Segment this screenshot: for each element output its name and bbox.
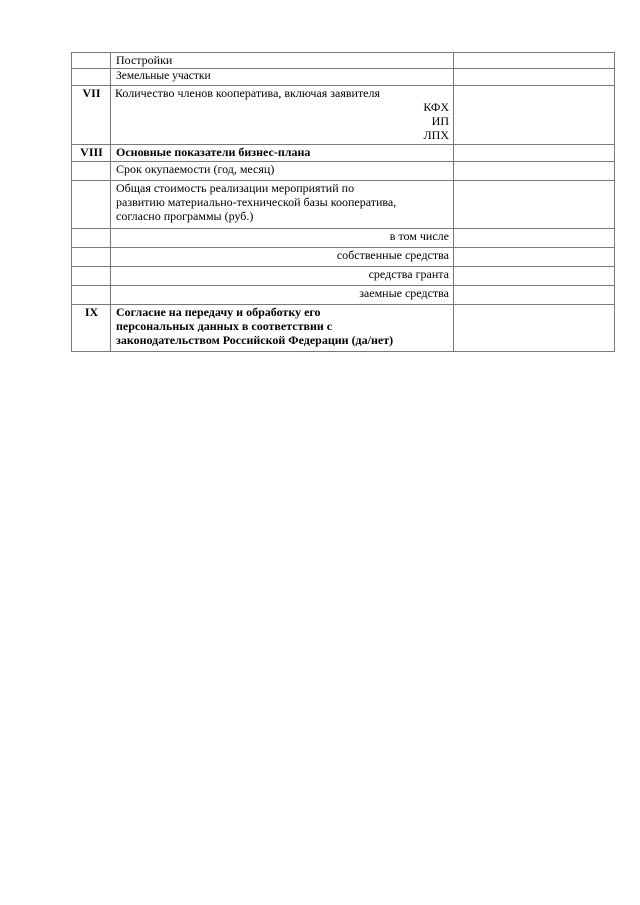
row-number-cell	[72, 53, 111, 69]
row-label-including: в том числе	[111, 229, 454, 248]
table-row	[72, 181, 615, 229]
section-number-ix: IX	[72, 305, 111, 352]
value-cell	[454, 248, 615, 267]
table-row	[72, 286, 615, 305]
value-cell	[454, 229, 615, 248]
table-row	[72, 162, 615, 181]
consent-line: законодательством Российской Федерации (да/нет)	[116, 333, 394, 347]
section-number-vii: VII	[72, 86, 111, 145]
total-cost-line: согласно программы (руб.)	[116, 209, 254, 223]
section-number-viii: VIII	[72, 145, 111, 162]
table-row	[72, 145, 615, 162]
row-number-cell	[72, 69, 111, 86]
value-cell	[454, 86, 615, 145]
row-label-own-funds: собственные средства	[111, 248, 454, 267]
member-type-lph: ЛПХ	[423, 128, 449, 142]
value-cell	[454, 53, 615, 69]
value-cell	[454, 305, 615, 352]
member-type-kfh: КФХ	[423, 100, 449, 114]
row-number-cell	[72, 267, 111, 286]
application-form-table	[71, 52, 615, 352]
section-ix-title	[111, 305, 454, 352]
section-vii-title: Количество членов кооператива, включая заявителя	[115, 86, 381, 100]
row-label-buildings: Постройки	[111, 53, 454, 69]
table-row	[72, 248, 615, 267]
table-row	[72, 86, 615, 145]
row-label-total-cost	[111, 181, 454, 229]
value-cell	[454, 162, 615, 181]
value-cell	[454, 145, 615, 162]
total-cost-line: Общая стоимость реализации мероприятий по	[116, 181, 355, 195]
consent-line: Согласие на передачу и обработку его	[116, 305, 321, 319]
value-cell	[454, 69, 615, 86]
table-row	[72, 69, 615, 86]
table-row	[72, 305, 615, 352]
total-cost-line: развитию материально-технической базы кооператива,	[116, 195, 397, 209]
section-vii-cell	[111, 86, 454, 145]
table-row	[72, 267, 615, 286]
value-cell	[454, 181, 615, 229]
row-label-grant-funds: средства гранта	[111, 267, 454, 286]
value-cell	[454, 286, 615, 305]
row-number-cell	[72, 181, 111, 229]
row-label-land: Земельные участки	[111, 69, 454, 86]
row-number-cell	[72, 286, 111, 305]
row-number-cell	[72, 248, 111, 267]
row-number-cell	[72, 162, 111, 181]
member-type-ip: ИП	[431, 114, 449, 128]
value-cell	[454, 267, 615, 286]
row-label-payback: Срок окупаемости (год, месяц)	[111, 162, 454, 181]
row-label-loan-funds: заемные средства	[111, 286, 454, 305]
section-viii-title: Основные показатели бизнес-плана	[111, 145, 454, 162]
table-row	[72, 229, 615, 248]
row-number-cell	[72, 229, 111, 248]
table-row	[72, 53, 615, 69]
consent-line: персональных данных в соответствии с	[116, 319, 333, 333]
